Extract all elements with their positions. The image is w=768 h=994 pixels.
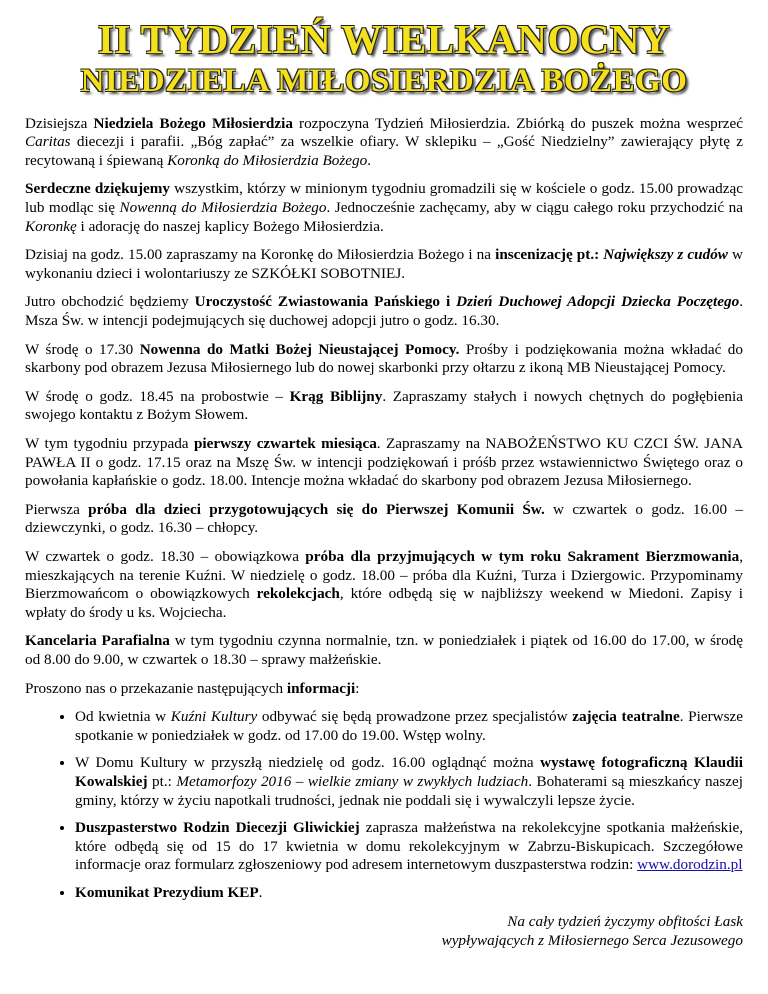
announcement-first-thursday: W tym tygodniu przypada pierwszy czwartek miesiąca. Zapraszamy na NABOŻEŃSTWO KU CZCI ŚW. JANA PAWŁA II o godz. 17.15 oraz na Mszę Św. w intencji podziękowań i próśb przez wstawiennictwo Świętego oraz o powołania kapłańskie o godz. 18.00. Intencje można wkładać do skarbony pod obrazem Jezusa Miłosiernego. — [25, 435, 744, 490]
page-subtitle: NIEDZIELA MIŁOSIERDZIA BOŻEGO — [80, 63, 688, 100]
list-item: • Od kwietnia w Kuźni Kultury odbywać się będą prowadzone przez specjalistów zajęcia teatralne. Pierwsze spotkanie w poniedziałek w godz. od 17.00 do 19.00. Wstęp wolny. — [75, 708, 743, 745]
information-list — [25, 708, 743, 902]
announcement-office-hours: Kancelaria Parafialna w tym tygodniu czynna normalnie, tzn. w poniedziałek i piątek od 16.00 do 17.00, w środę od 8.00 do 9.00, w czwartek o 18.30 – sprawy małżeńskie. — [25, 632, 743, 668]
announcement-mercy-sunday: Dzisiejsza Niedziela Bożego Miłosierdzia rozpoczyna Tydzień Miłosierdzia. Zbiórką do puszek można wesprzeć Caritas diecezji i parafii. „Bóg zapłać” za wszelkie ofiary. W sklepiku – „Gość Niedzielny” zawierający płytę z recytowaną i śpiewaną Koronką do Miłosierdzia Bożego. — [25, 114, 743, 169]
list-item: • Duszpasterstwo Rodzin Diecezji Gliwickiej zaprasza małżeństwa na rekolekcyjne spotkania małżeńskie, które odbędą się od 15 do 17 kwietnia w domu rekolekcyjnym w Zabrzu-Biskupicach. Szczegółowe informacje oraz formularz zgłoszeniowy pod adresem internetowym duszpasterstwa rodzin: www.dorodzin.pl — [75, 819, 743, 875]
announcement-information-intro: Proszono nas o przekazanie następujących informacji: — [25, 679, 360, 697]
dorodzin-link[interactable]: www.dorodzin.pl — [637, 856, 743, 874]
list-item: • Komunikat Prezydium KEP. — [75, 884, 743, 903]
announcement-thanks: Serdeczne dziękujemy wszystkim, którzy w minionym tygodniu gromadzili się w kościele o godz. 15.00 prowadząc lub modląc się Nowenną do Miłosierdzia Bożego. Jednocześnie zachęcamy, aby w ciągu całego roku przychodzić na Koronkę i adorację do naszej kaplicy Bożego Miłosierdzia. — [25, 180, 743, 235]
list-item: • W Domu Kultury w przyszłą niedzielę od godz. 16.00 oglądnąć można wystawę fotograficzną Klaudii Kowalskiej pt.: Metamorfozy 2016 – wielkie zmiany w zwykłych ludziach. Bohaterami są mieszkańcy naszej gminy, którzy w życiu napotkali trudności, jednak nie poddali się i wywalczyli lepsze życie. — [75, 754, 743, 810]
closing-wishes: Na cały tydzień życzymy obfitości Łask wypływających z Miłosiernego Serca Jezusowego — [441, 913, 743, 950]
page-title: II TYDZIEŃ WIELKANOCNY — [97, 16, 671, 62]
announcement-confirmation: W czwartek o godz. 18.30 – obowiązkowa próba dla przyjmujących w tym roku Sakrament Bierzmowania, mieszkających na terenie Kuźni. W niedzielę o godz. 18.00 – próba dla Kuźni, Turza i Dziergowic. Przypominamy Bierzmowańcom o obowiązkowych rekolekcjach, które odbędą się w najbliższy weekend w Miedoni. Zapisy i wpłaty do środy u ks. Wojciecha. — [25, 547, 744, 621]
announcement-annunciation: Jutro obchodzić będziemy Uroczystość Zwiastowania Pańskiego i Dzień Duchowej Adopcji Dziecka Poczętego. Msza Św. w intencji podejmujących się duchowej adopcji jutro o godz. 16.30. — [25, 293, 743, 330]
announcement-bible-circle: W środę o godz. 18.45 na probostwie – Krąg Biblijny. Zapraszamy stałych i nowych chętnych do pogłębienia swojego kontaktu z Bożym Słowem. — [25, 387, 743, 424]
announcement-novena: W środę o 17.30 Nowenna do Matki Bożej Nieustającej Pomocy. Prośby i podziękowania można wkładać do skarbony pod obrazem Jezusa Miłosiernego lub do nowej skarbonki przy ołtarzu z ikoną MB Nieustającej Pomocy. — [25, 340, 743, 377]
announcement-staging: Dzisiaj na godz. 15.00 zapraszamy na Koronkę do Miłosierdzia Bożego i na inscenizację pt.: Największy z cudów w wykonaniu dzieci i wolontariuszy ze SZKÓŁKI SOBOTNIEJ. — [25, 246, 744, 282]
announcement-communion-rehearsal: Pierwsza próba dla dzieci przygotowujących się do Pierwszej Komunii Św. w czwartek o godz. 16.00 – dziewczynki, o godz. 16.30 – chłopcy. — [25, 500, 743, 537]
